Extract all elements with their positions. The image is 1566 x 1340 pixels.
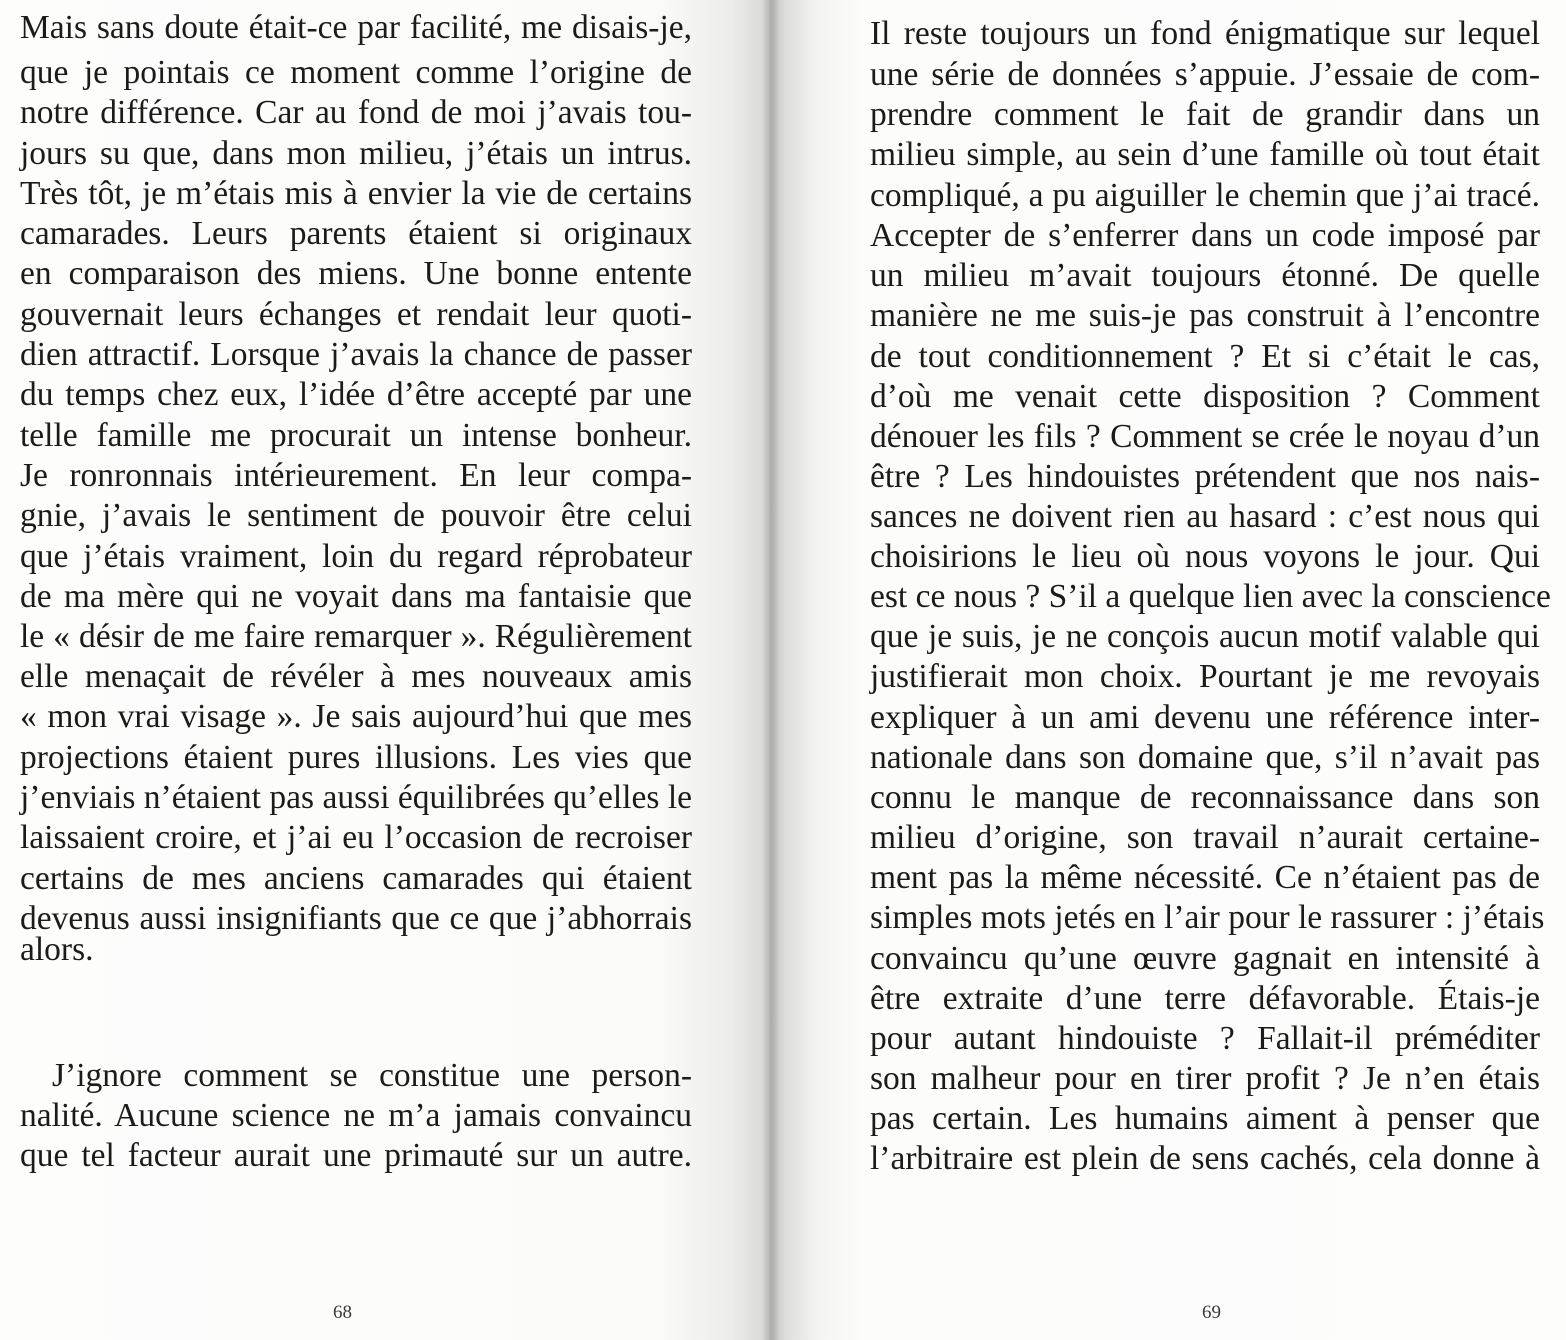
text-line: projections étaient pures illusions. Les vies que: [20, 739, 692, 776]
text-line: milieu simple, au sein d’une famille où tout était: [870, 136, 1540, 173]
text-line: sances ne doivent rien au hasard : c’est nous qui: [870, 498, 1540, 535]
right-page: [770, 0, 1566, 1340]
text-line: dénouer les fils ? Comment se crée le noyau d’un: [870, 418, 1540, 455]
text-line: dien attractif. Lorsque j’avais la chance de passer: [20, 336, 692, 373]
text-line: une série de données s’appuie. J’essaie de com-: [870, 56, 1540, 93]
text-line: J’ignore comment se constitue une person-: [52, 1057, 692, 1094]
text-line: l’arbitraire est plein de sens cachés, cela donne à: [870, 1140, 1540, 1177]
text-line: en comparaison des miens. Une bonne entente: [20, 255, 692, 292]
text-line: ment pas la même nécessité. Ce n’étaient pas de: [870, 859, 1540, 896]
book-gutter: [762, 0, 780, 1340]
text-line: devenus aussi insignifiants que ce que j’abhorrais: [20, 900, 692, 937]
text-line: camarades. Leurs parents étaient si originaux: [20, 215, 692, 252]
text-line: laissaient croire, et j’ai eu l’occasion de recroiser: [20, 819, 692, 856]
text-line: Je ronronnais intérieurement. En leur compa-: [20, 457, 692, 494]
text-line: simples mots jetés en l’air pour le rassurer : j’étais: [870, 899, 1545, 936]
text-line: milieu d’origine, son travail n’aurait certaine-: [870, 819, 1540, 856]
text-line: notre différence. Car au fond de moi j’avais tou-: [20, 94, 692, 131]
text-line: de tout conditionnement ? Et si c’était le cas,: [870, 338, 1540, 375]
text-line: d’où me venait cette disposition ? Comment: [870, 378, 1540, 415]
text-line: Accepter de s’enferrer dans un code imposé par: [870, 217, 1540, 254]
left-page: [0, 0, 770, 1340]
text-line: justifierait mon choix. Pourtant je me revoyais: [870, 658, 1540, 695]
text-line: gouvernait leurs échanges et rendait leur quoti-: [20, 296, 692, 333]
text-line: que je pointais ce moment comme l’origine de: [20, 54, 692, 91]
page-number: 68: [333, 1302, 352, 1323]
text-line: expliquer à un ami devenu une référence inter-: [870, 699, 1540, 736]
text-line: être ? Les hindouistes prétendent que nos nais-: [870, 458, 1540, 495]
text-line: alors.: [20, 931, 94, 968]
text-line: choisirions le lieu où nous voyons le jour. Qui: [870, 538, 1540, 575]
text-line: le « désir de me faire remarquer ». Régulièrement: [20, 618, 692, 655]
page-number: 69: [1202, 1302, 1221, 1323]
text-line: de ma mère qui ne voyait dans ma fantaisie que: [20, 578, 692, 615]
text-line: compliqué, a pu aiguiller le chemin que j’ai tracé.: [870, 177, 1540, 214]
text-line: est ce nous ? S’il a quelque lien avec la conscience: [870, 578, 1551, 615]
text-line: elle menaçait de révéler à mes nouveaux amis: [20, 658, 692, 695]
text-line: convaincu qu’une œuvre gagnait en intensité à: [870, 940, 1540, 977]
text-line: du temps chez eux, l’idée d’être accepté par une: [20, 376, 692, 413]
text-line: « mon vrai visage ». Je sais aujourd’hui que mes: [20, 698, 692, 735]
text-line: nationale dans son domaine que, s’il n’avait pas: [870, 739, 1540, 776]
text-line: certains de mes anciens camarades qui étaient: [20, 860, 692, 897]
text-line: Il reste toujours un fond énigmatique sur lequel: [870, 15, 1540, 52]
text-line: que tel facteur aurait une primauté sur un autre.: [20, 1137, 692, 1174]
text-line: jours su que, dans mon milieu, j’étais un intrus.: [20, 135, 692, 172]
text-line: son malheur pour en tirer profit ? Je n’en étais: [870, 1060, 1540, 1097]
text-line: pour autant hindouiste ? Fallait-il préméditer: [870, 1020, 1540, 1057]
text-line: gnie, j’avais le sentiment de pouvoir être celui: [20, 497, 692, 534]
text-line: que j’étais vraiment, loin du regard réprobateur: [20, 538, 692, 575]
text-line: être extraite d’une terre défavorable. Étais-je: [870, 980, 1540, 1017]
text-line: pas certain. Les humains aiment à penser que: [870, 1100, 1540, 1137]
text-line: Très tôt, je m’étais mis à envier la vie de certains: [20, 175, 692, 212]
text-line: Mais sans doute était-ce par facilité, me disais-je,: [20, 9, 692, 46]
text-line: nalité. Aucune science ne m’a jamais convaincu: [20, 1097, 692, 1134]
text-line: manière ne me suis-je pas construit à l’encontre: [870, 297, 1540, 334]
text-line: j’enviais n’étaient pas aussi équilibrées qu’elles le: [20, 779, 692, 816]
text-line: que je suis, je ne conçois aucun motif valable qui: [870, 618, 1540, 655]
text-line: telle famille me procurait un intense bonheur.: [20, 417, 692, 454]
text-line: un milieu m’avait toujours étonné. De quelle: [870, 257, 1540, 294]
text-line: prendre comment le fait de grandir dans un: [870, 96, 1540, 133]
text-line: connu le manque de reconnaissance dans son: [870, 779, 1540, 816]
